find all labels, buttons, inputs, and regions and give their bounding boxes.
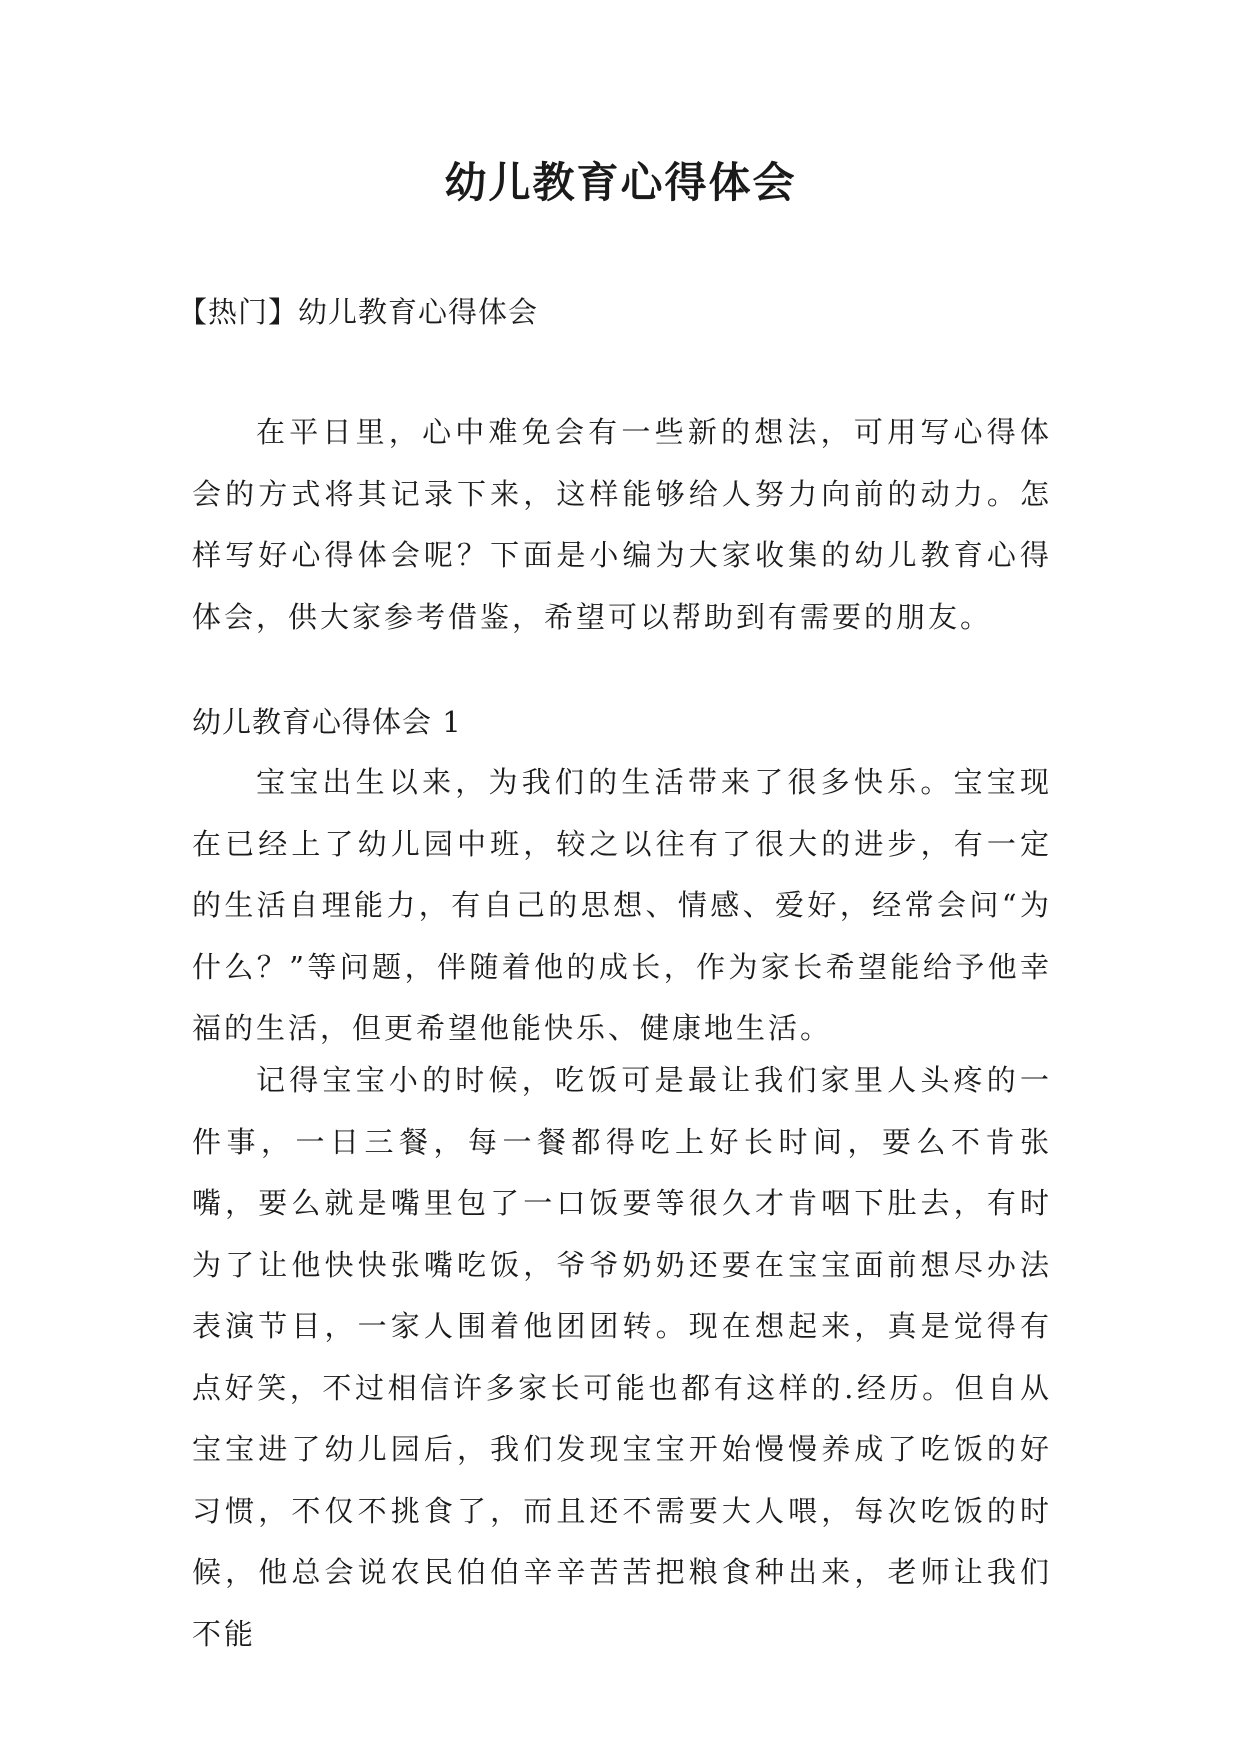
section-heading: 幼儿教育心得体会 1	[192, 705, 462, 739]
body-paragraph: 记得宝宝小的时候，吃饭可是最让我们家里人头疼的一件事，一日三餐，每一餐都得吃上好长时间，要么不肯张嘴，要么就是嘴里包了一口饭要等很久才肯咽下肚去，有时为了让他快快张嘴吃饭，爷爷奶奶还要在宝宝面前想尽办法表演节目，一家人围着他团团转。现在想起来，真是觉得有点好笑，不过相信许多家长可能也都有这样的.经历。但自从宝宝进了幼儿园后，我们发现宝宝开始慢慢养成了吃饭的好习惯，不仅不挑食了，而且还不需要大人喂，每次吃饭的时候，他总会说农民伯伯辛辛苦苦把粮食种出来，老师让我们不能	[192, 1063, 1052, 1651]
document-title: 幼儿教育心得体会	[444, 158, 797, 207]
intro-paragraph: 在平日里，心中难免会有一些新的想法，可用写心得体会的方式将其记录下来，这样能够给人努力向前的动力。怎样写好心得体会呢？下面是小编为大家收集的幼儿教育心得体会，供大家参考借鉴，希望可以帮助到有需要的朋友。	[192, 415, 1052, 634]
document-subtitle: 【热门】幼儿教育心得体会	[178, 295, 539, 329]
body-paragraph: 宝宝出生以来，为我们的生活带来了很多快乐。宝宝现在已经上了幼儿园中班，较之以往有了很大的进步，有一定的生活自理能力，有自己的思想、情感、爱好，经常会问“为什么？”等问题，伴随着他的成长，作为家长希望能给予他幸福的生活，但更希望他能快乐、健康地生活。	[192, 765, 1052, 1045]
